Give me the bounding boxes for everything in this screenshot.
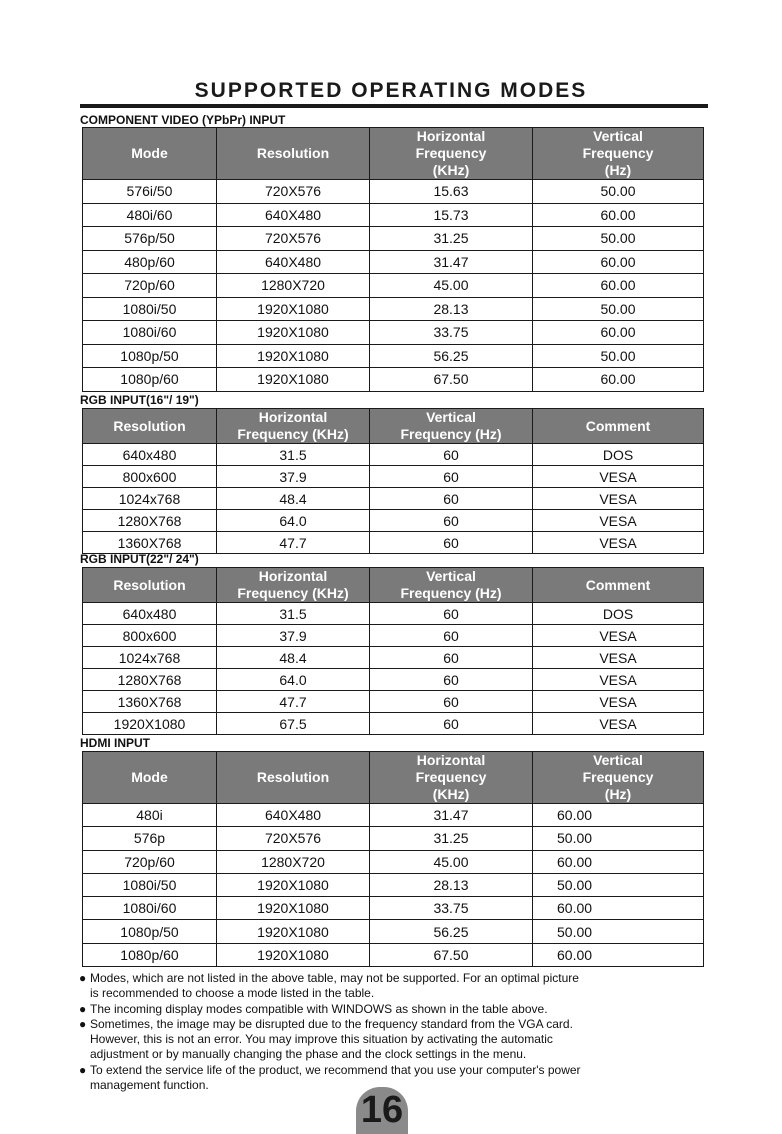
column-header: Mode <box>83 752 217 804</box>
column-header: Horizontal Frequency (KHz) <box>217 568 370 603</box>
bullet-icon: ● <box>79 1062 87 1077</box>
table-cell: 576i/50 <box>83 180 217 204</box>
table-cell: 28.13 <box>370 873 533 896</box>
table-cell: 50.00 <box>533 180 704 204</box>
component-section-label: COMPONENT VIDEO (YPbPr) INPUT <box>80 113 286 127</box>
column-header: Vertical Frequency (Hz) <box>533 128 704 180</box>
table-cell: 60 <box>370 488 533 510</box>
note-line: Modes, which are not listed in the above table, may not be supported. For an optimal picture <box>90 971 579 985</box>
table-cell: 60 <box>370 669 533 691</box>
note-line: However, this is not an error. You may improve this situation by activating the automatic <box>90 1032 553 1047</box>
table-cell: 640X480 <box>217 250 370 274</box>
note-line: Sometimes, the image may be disrupted due to the frequency standard from the VGA card. <box>90 1016 573 1031</box>
table-cell: VESA <box>533 669 704 691</box>
note-text <box>90 971 579 1002</box>
rgb-small-section-label: RGB INPUT(16"/ 19") <box>80 393 199 407</box>
notes-list <box>79 971 709 1093</box>
table-cell: 60 <box>370 603 533 625</box>
column-header: Resolution <box>217 752 370 804</box>
table-cell: 60 <box>370 713 533 735</box>
hdmi-table <box>82 751 704 967</box>
table-cell: 720p/60 <box>83 850 217 873</box>
table-cell: 1920X1080 <box>217 321 370 345</box>
table-cell: 60 <box>370 625 533 647</box>
table-header-row <box>83 752 704 804</box>
table-cell: 64.0 <box>217 669 370 691</box>
table-cell: 50.00 <box>533 344 704 368</box>
table-row <box>83 943 704 966</box>
table-cell: 60.00 <box>533 850 704 873</box>
table-cell: DOS <box>533 444 704 466</box>
table-cell: 800x600 <box>83 625 217 647</box>
table-cell: 37.9 <box>217 466 370 488</box>
table-cell: 1080p/50 <box>83 344 217 368</box>
table-cell: 60 <box>370 691 533 713</box>
table-cell: 1280X768 <box>83 669 217 691</box>
table-row <box>83 713 704 735</box>
table-cell: 15.73 <box>370 203 533 227</box>
table-row <box>83 510 704 532</box>
table-cell: 1280X720 <box>217 274 370 298</box>
table-cell: 47.7 <box>217 691 370 713</box>
table-cell: 1920X1080 <box>217 368 370 392</box>
column-header: Horizontal Frequency (KHz) <box>370 752 533 804</box>
table-cell: 50.00 <box>533 297 704 321</box>
table-header-row <box>83 128 704 180</box>
table-cell: 720X576 <box>217 827 370 850</box>
table-cell: 1080i/60 <box>83 321 217 345</box>
page-title: SUPPORTED OPERATING MODES <box>194 79 588 102</box>
table-cell: 60 <box>370 647 533 669</box>
table-cell: 45.00 <box>370 850 533 873</box>
table-header-row <box>83 409 704 444</box>
table-cell: 1024x768 <box>83 488 217 510</box>
table-cell: 720p/60 <box>83 274 217 298</box>
table-row <box>83 691 704 713</box>
table-cell: 1080i/60 <box>83 897 217 920</box>
table-row <box>83 827 704 850</box>
table-cell: 1280X768 <box>83 510 217 532</box>
table-cell: 50.00 <box>533 873 704 896</box>
table-cell: 480p/60 <box>83 250 217 274</box>
table-cell: 60.00 <box>533 897 704 920</box>
table-row <box>83 180 704 204</box>
note-line: To extend the service life of the product, we recommend that you use your computer's power <box>90 1062 581 1077</box>
column-header: Vertical Frequency (Hz) <box>533 752 704 804</box>
table-cell: 64.0 <box>217 510 370 532</box>
table-cell: 480i <box>83 804 217 827</box>
table-cell: VESA <box>533 510 704 532</box>
table-row <box>83 532 704 554</box>
table-cell: 31.5 <box>217 444 370 466</box>
table-row <box>83 897 704 920</box>
table-cell: VESA <box>533 532 704 554</box>
column-header: Comment <box>533 568 704 603</box>
table-cell: 640x480 <box>83 444 217 466</box>
table-cell: 60.00 <box>533 250 704 274</box>
column-header: Resolution <box>217 128 370 180</box>
component-video-table <box>82 127 704 392</box>
table-cell: 15.63 <box>370 180 533 204</box>
table-cell: 1360X768 <box>83 532 217 554</box>
table-cell: VESA <box>533 647 704 669</box>
note-line: The incoming display modes compatible with WINDOWS as shown in the table above. <box>90 1001 548 1016</box>
table-cell: 1360X768 <box>83 691 217 713</box>
table-cell: 60.00 <box>533 321 704 345</box>
table-cell: 50.00 <box>533 827 704 850</box>
table-cell: 31.25 <box>370 227 533 251</box>
column-header: Horizontal Frequency (KHz) <box>370 128 533 180</box>
table-cell: VESA <box>533 691 704 713</box>
bullet-icon: ● <box>79 1001 87 1016</box>
table-cell: 47.7 <box>217 532 370 554</box>
table-cell: 60 <box>370 466 533 488</box>
table-cell: 60.00 <box>533 274 704 298</box>
table-cell: 1080p/60 <box>83 368 217 392</box>
table-cell: 1080p/50 <box>83 920 217 943</box>
table-row <box>83 368 704 392</box>
table-cell: 640X480 <box>217 203 370 227</box>
note-item <box>79 1002 709 1017</box>
table-cell: 60.00 <box>533 203 704 227</box>
table-cell: 1024x768 <box>83 647 217 669</box>
table-cell: 67.50 <box>370 368 533 392</box>
table-cell: 50.00 <box>533 227 704 251</box>
table-cell: 48.4 <box>217 647 370 669</box>
table-cell: 60.00 <box>533 943 704 966</box>
table-cell: 50.00 <box>533 920 704 943</box>
note-line: management function. <box>90 1078 209 1093</box>
table-cell: 45.00 <box>370 274 533 298</box>
table-cell: 33.75 <box>370 897 533 920</box>
table-cell: 60 <box>370 510 533 532</box>
note-text <box>90 1017 573 1063</box>
table-cell: VESA <box>533 713 704 735</box>
table-cell: 48.4 <box>217 488 370 510</box>
table-cell: 576p/50 <box>83 227 217 251</box>
table-row <box>83 203 704 227</box>
table-cell: 720X576 <box>217 180 370 204</box>
table-cell: 56.25 <box>370 344 533 368</box>
table-cell: 1920X1080 <box>217 920 370 943</box>
table-cell: 31.47 <box>370 804 533 827</box>
table-cell: 60 <box>370 444 533 466</box>
table-cell: 1080i/50 <box>83 297 217 321</box>
table-row <box>83 274 704 298</box>
bullet-icon: ● <box>79 1016 87 1031</box>
page-number: 16 <box>356 1087 408 1134</box>
table-cell: 1920X1080 <box>217 943 370 966</box>
table-row <box>83 344 704 368</box>
rgb-small-table <box>82 408 704 554</box>
table-cell: 720X576 <box>217 227 370 251</box>
table-cell: 1920X1080 <box>83 713 217 735</box>
table-cell: 1920X1080 <box>217 873 370 896</box>
table-cell: 640x480 <box>83 603 217 625</box>
table-cell: 1920X1080 <box>217 897 370 920</box>
table-row <box>83 850 704 873</box>
table-row <box>83 297 704 321</box>
rgb-large-section-label: RGB INPUT(22"/ 24") <box>80 552 199 566</box>
column-header: Vertical Frequency (Hz) <box>370 409 533 444</box>
table-row <box>83 873 704 896</box>
table-row <box>83 920 704 943</box>
table-cell: 60.00 <box>533 368 704 392</box>
table-cell: 1920X1080 <box>217 344 370 368</box>
table-row <box>83 625 704 647</box>
rgb-large-table <box>82 567 704 735</box>
table-row <box>83 250 704 274</box>
table-cell: 640X480 <box>217 804 370 827</box>
table-row <box>83 647 704 669</box>
column-header: Comment <box>533 409 704 444</box>
note-item <box>79 971 709 1002</box>
table-row <box>83 804 704 827</box>
table-row <box>83 669 704 691</box>
table-row <box>83 444 704 466</box>
table-row <box>83 321 704 345</box>
table-cell: DOS <box>533 603 704 625</box>
bullet-icon: ● <box>79 971 87 985</box>
table-row <box>83 466 704 488</box>
table-cell: 1920X1080 <box>217 297 370 321</box>
table-cell: 800x600 <box>83 466 217 488</box>
table-row <box>83 227 704 251</box>
title-divider <box>80 104 708 108</box>
column-header: Vertical Frequency (Hz) <box>370 568 533 603</box>
table-cell: 28.13 <box>370 297 533 321</box>
note-line: adjustment or by manually changing the phase and the clock settings in the menu. <box>90 1047 527 1062</box>
table-cell: 31.5 <box>217 603 370 625</box>
table-cell: VESA <box>533 488 704 510</box>
note-text <box>90 1002 548 1017</box>
table-cell: VESA <box>533 625 704 647</box>
note-text <box>90 1063 581 1094</box>
table-cell: 480i/60 <box>83 203 217 227</box>
table-cell: 31.25 <box>370 827 533 850</box>
table-cell: 67.5 <box>217 713 370 735</box>
table-cell: 1080i/50 <box>83 873 217 896</box>
column-header: Mode <box>83 128 217 180</box>
table-cell: 37.9 <box>217 625 370 647</box>
note-item <box>79 1017 709 1063</box>
note-line: is recommended to choose a mode listed in the table. <box>90 986 375 1001</box>
column-header: Resolution <box>83 409 217 444</box>
table-cell: 33.75 <box>370 321 533 345</box>
table-row <box>83 603 704 625</box>
table-cell: VESA <box>533 466 704 488</box>
hdmi-section-label: HDMI INPUT <box>80 736 150 750</box>
table-cell: 56.25 <box>370 920 533 943</box>
table-cell: 67.50 <box>370 943 533 966</box>
table-cell: 31.47 <box>370 250 533 274</box>
table-header-row <box>83 568 704 603</box>
table-cell: 576p <box>83 827 217 850</box>
column-header: Resolution <box>83 568 217 603</box>
table-cell: 1280X720 <box>217 850 370 873</box>
table-cell: 1080p/60 <box>83 943 217 966</box>
table-row <box>83 488 704 510</box>
column-header: Horizontal Frequency (KHz) <box>217 409 370 444</box>
table-cell: 60.00 <box>533 804 704 827</box>
table-cell: 60 <box>370 532 533 554</box>
